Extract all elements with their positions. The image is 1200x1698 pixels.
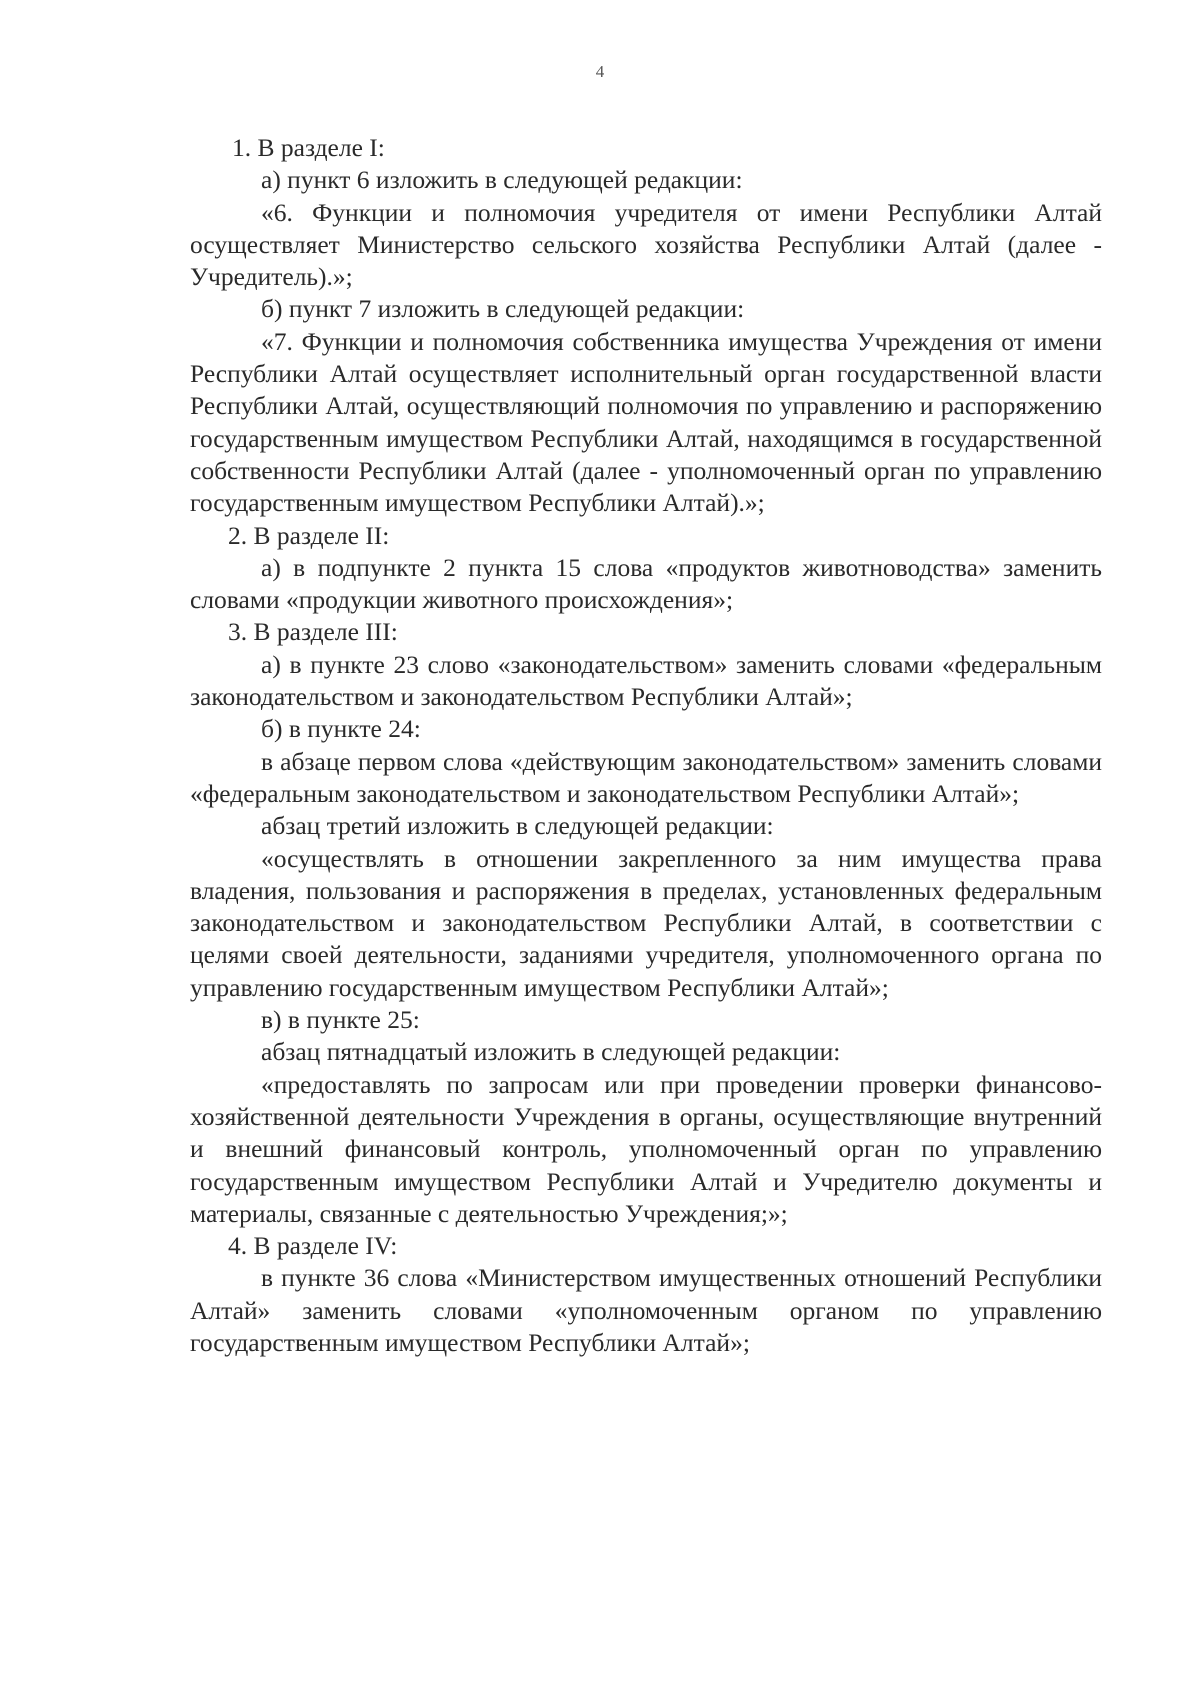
section-3-item-c: в) в пункте 25: [261, 1005, 420, 1035]
section-1-heading: 1. В разделе I: [232, 133, 385, 162]
section-1-item-b: б) пункт 7 изложить в следующей редакции: [261, 294, 745, 324]
section-1-item-b-text: «7. Функции и полномочия собственника имущества Учреждения от имени Республики Алтай осуществляет исполнительный орган государственной власти Республики Алтай, осуществляющий полномочия по управлению и распоряжению государственным имуществом Республики Алтай, находящимся в государственной собственности Республики Алтай (далее - уполномоченный орган по управлению государственным имуществом Республики Алтай).»; [190, 326, 1102, 518]
section-3-item-c-par-2: «предоставлять по запросам или при проведении проверки финансово-хозяйственной деятельности Учреждения в органы, осуществляющие внутренний и внешний финансовый контроль, уполномоченный орган по управлению государственным имуществом Республики Алтай и Учредителю документы и материалы, связанные с деятельностью Учреждения;»; [190, 1069, 1102, 1228]
section-2-heading: 2. В разделе II: [228, 520, 390, 550]
section-3-item-b: б) в пункте 24: [261, 714, 421, 744]
section-3-item-a: а) в пункте 23 слово «законодательством» заменить словами «федеральным законодательством и законодательством Республики Алтай»; [190, 649, 1102, 712]
section-3-item-b-par-1: в абзаце первом слова «действующим законодательством» заменить словами «федеральным законодательством и законодательством Республики Алтай»; [190, 746, 1102, 808]
section-3-heading: 3. В разделе III: [228, 617, 398, 647]
section-4-heading: 4. В разделе IV: [228, 1231, 398, 1261]
section-3-item-c-par-1: абзац пятнадцатый изложить в следующей редакции: [261, 1037, 841, 1067]
section-1-item-a-text: «6. Функции и полномочия учредителя от имени Республики Алтай осуществляет Министерство сельского хозяйства Республики Алтай (далее - Учредитель).»; [190, 197, 1102, 292]
document-body [190, 132, 1102, 1359]
page-number: 4 [595, 62, 605, 81]
section-1-item-a: а) пункт 6 изложить в следующей редакции: [261, 165, 743, 195]
section-2-item-a: а) в подпункте 2 пункта 15 слова «продуктов животноводства» заменить словами «продукции животного происхождения»; [190, 552, 1102, 615]
section-3-item-b-par-3: «осуществлять в отношении закрепленного за ним имущества права владения, пользования и распоряжения в пределах, установленных федеральным законодательством и законодательством Республики Алтай, в соответствии с целями своей деятельности, заданиями учредителя, уполномоченного органа по управлению государственным имуществом Республики Алтай»; [190, 843, 1102, 1002]
section-4-item: в пункте 36 слова «Министерством имущественных отношений Республики Алтай» заменить словами «уполномоченным органом по управлению государственным имуществом Республики Алтай»; [190, 1263, 1102, 1357]
section-3-item-b-par-2: абзац третий изложить в следующей редакции: [261, 811, 774, 841]
